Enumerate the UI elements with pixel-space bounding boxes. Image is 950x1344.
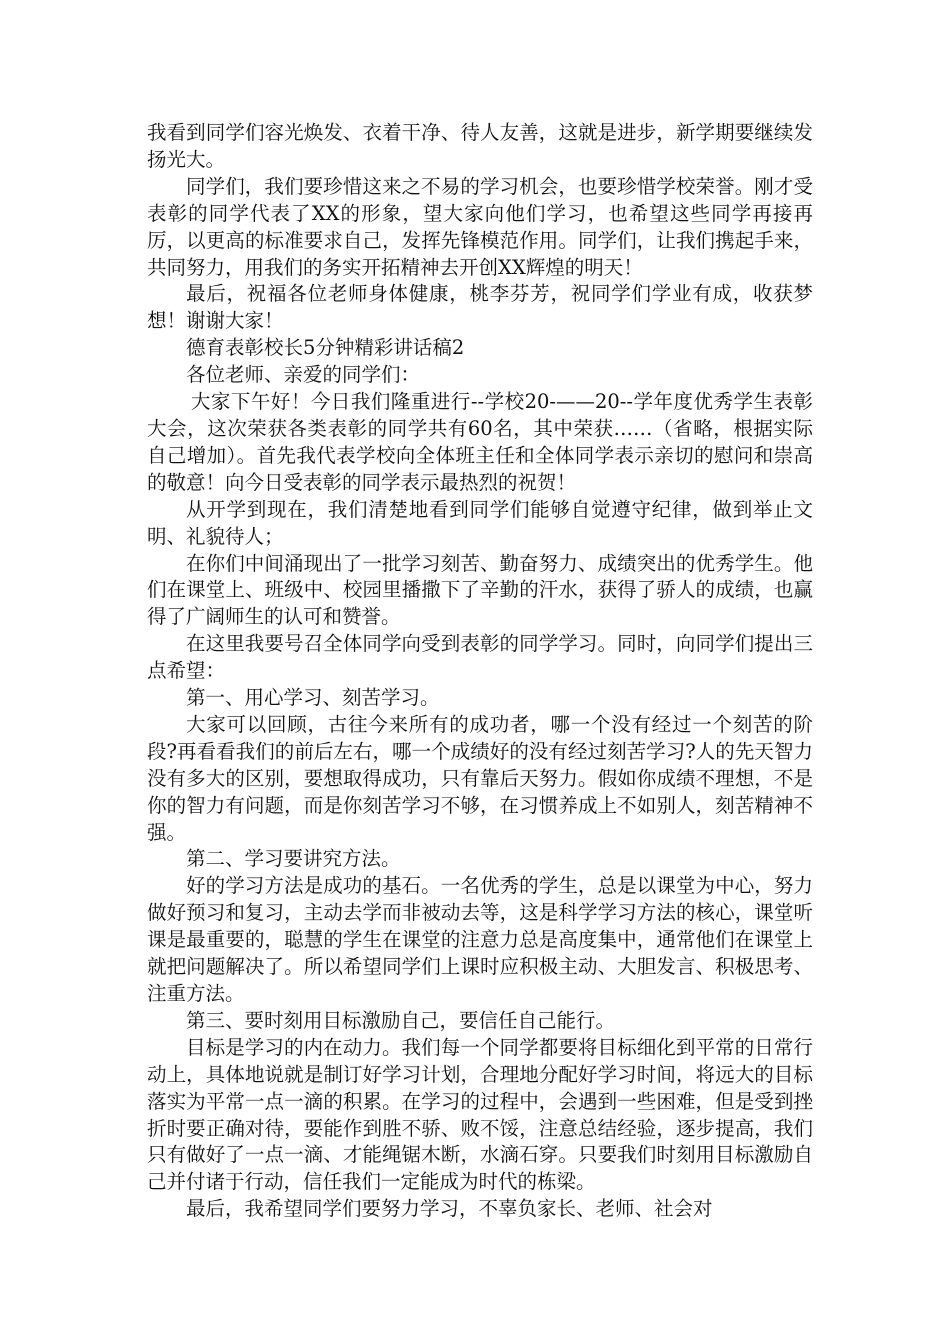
paragraph-hard-work: 大家可以回顾，古往今来所有的成功者，哪一个没有经过一个刻苦的阶段?再看看我们的前后左右，哪一个成绩好的没有经过刻苦学习?人的先天智力没有多大的区别，要想取得成功，只有靠后天努力。假如你成绩不理想，不是你的智力有问题，而是你刻苦学习不够，在习惯养成上不如别人，刻苦精神不强。 xyxy=(147,712,813,844)
paragraph-greeting: 大家下午好！今日我们隆重进行--学校20-——20--学年度优秀学生表彰大会，这次荣获各类表彰的同学共有60名，其中荣获……（省略，根据实际自己增加）。首先我代表学校向全体班主任和全体同学表示亲切的慰问和崇高的敬意！向今日受表彰的同学表示最热烈的祝贺！ xyxy=(147,390,813,494)
paragraph-three-hopes: 在这里我要号召全体同学向受到表彰的同学学习。同时，向同学们提出三点希望： xyxy=(147,632,813,683)
document-page xyxy=(147,120,813,1223)
paragraph-study-methods: 好的学习方法是成功的基石。一名优秀的学生，总是以课堂为中心，努力做好预习和复习，主动去学而非被动去等，这是科学学习方法的核心，课堂听课是最重要的，聪慧的学生在课堂的注意力总是高度集中，通常他们在课堂上就把问题解决了。所以希望同学们上课时应积极主动、大胆发言、积极思考、注重方法。 xyxy=(147,874,813,1005)
heading-first-hope: 第一、用心学习、刻苦学习。 xyxy=(186,686,440,710)
paragraph-closing-wishes: 最后，祝福各位老师身体健康，桃李芬芳，祝同学们学业有成，收获梦想！谢谢大家！ xyxy=(147,282,813,333)
paragraph-outstanding-students: 在你们中间涌现出了一批学习刻苦、勤奋努力、成绩突出的优秀学生。他们在课堂上、班级中、校园里播撒下了辛勤的汗水，获得了骄人的成绩，也赢得了广阔师生的认可和赞誉。 xyxy=(147,551,813,629)
paragraph-goals: 目标是学习的内在动力。我们每一个同学都要将目标细化到平常的日常行动上，具体地说就是制订好学习计划，合理地分配好学习时间，将远大的目标落实为平常一点一滴的积累。在学习的过程中，会遇到一些困难，但是受到挫折时要正确对待，要能作到胜不骄、败不馁，注意总结经验，逐步提高，我们只有做好了一点一滴、才能绳锯木断，水滴石穿。只要我们时刻用目标激励自己并付诸于行动，信任我们一定能成为时代的栋梁。 xyxy=(147,1035,813,1194)
salutation: 各位老师、亲爱的同学们： xyxy=(186,363,421,387)
paragraph-final-hope: 最后，我希望同学们要努力学习，不辜负家长、老师、社会对 xyxy=(186,1197,713,1221)
paragraph-cherish-opportunity: 同学们，我们要珍惜这来之不易的学习机会，也要珍惜学校荣誉。刚才受表彰的同学代表了XX的形象，望大家向他们学习，也希望这些同学再接再厉，以更高的标准要求自己，发挥先锋模范作用。同学们，让我们携起手来，共同努力，用我们的务实开拓精神去开创XX辉煌的明天！ xyxy=(147,174,813,279)
speech-title-2: 德育表彰校长5分钟精彩讲话稿2 xyxy=(186,336,465,360)
paragraph-continuation: 我看到同学们容光焕发、衣着干净、待人友善，这就是进步，新学期要继续发扬光大。 xyxy=(147,121,813,171)
paragraph-discipline: 从开学到现在，我们清楚地看到同学们能够自觉遵守纪律，做到举止文明、礼貌待人； xyxy=(147,497,813,548)
heading-second-hope: 第二、学习要讲究方法。 xyxy=(186,847,401,871)
heading-third-hope: 第三、要时刻用目标激励自己，要信任自己能行。 xyxy=(186,1008,616,1032)
